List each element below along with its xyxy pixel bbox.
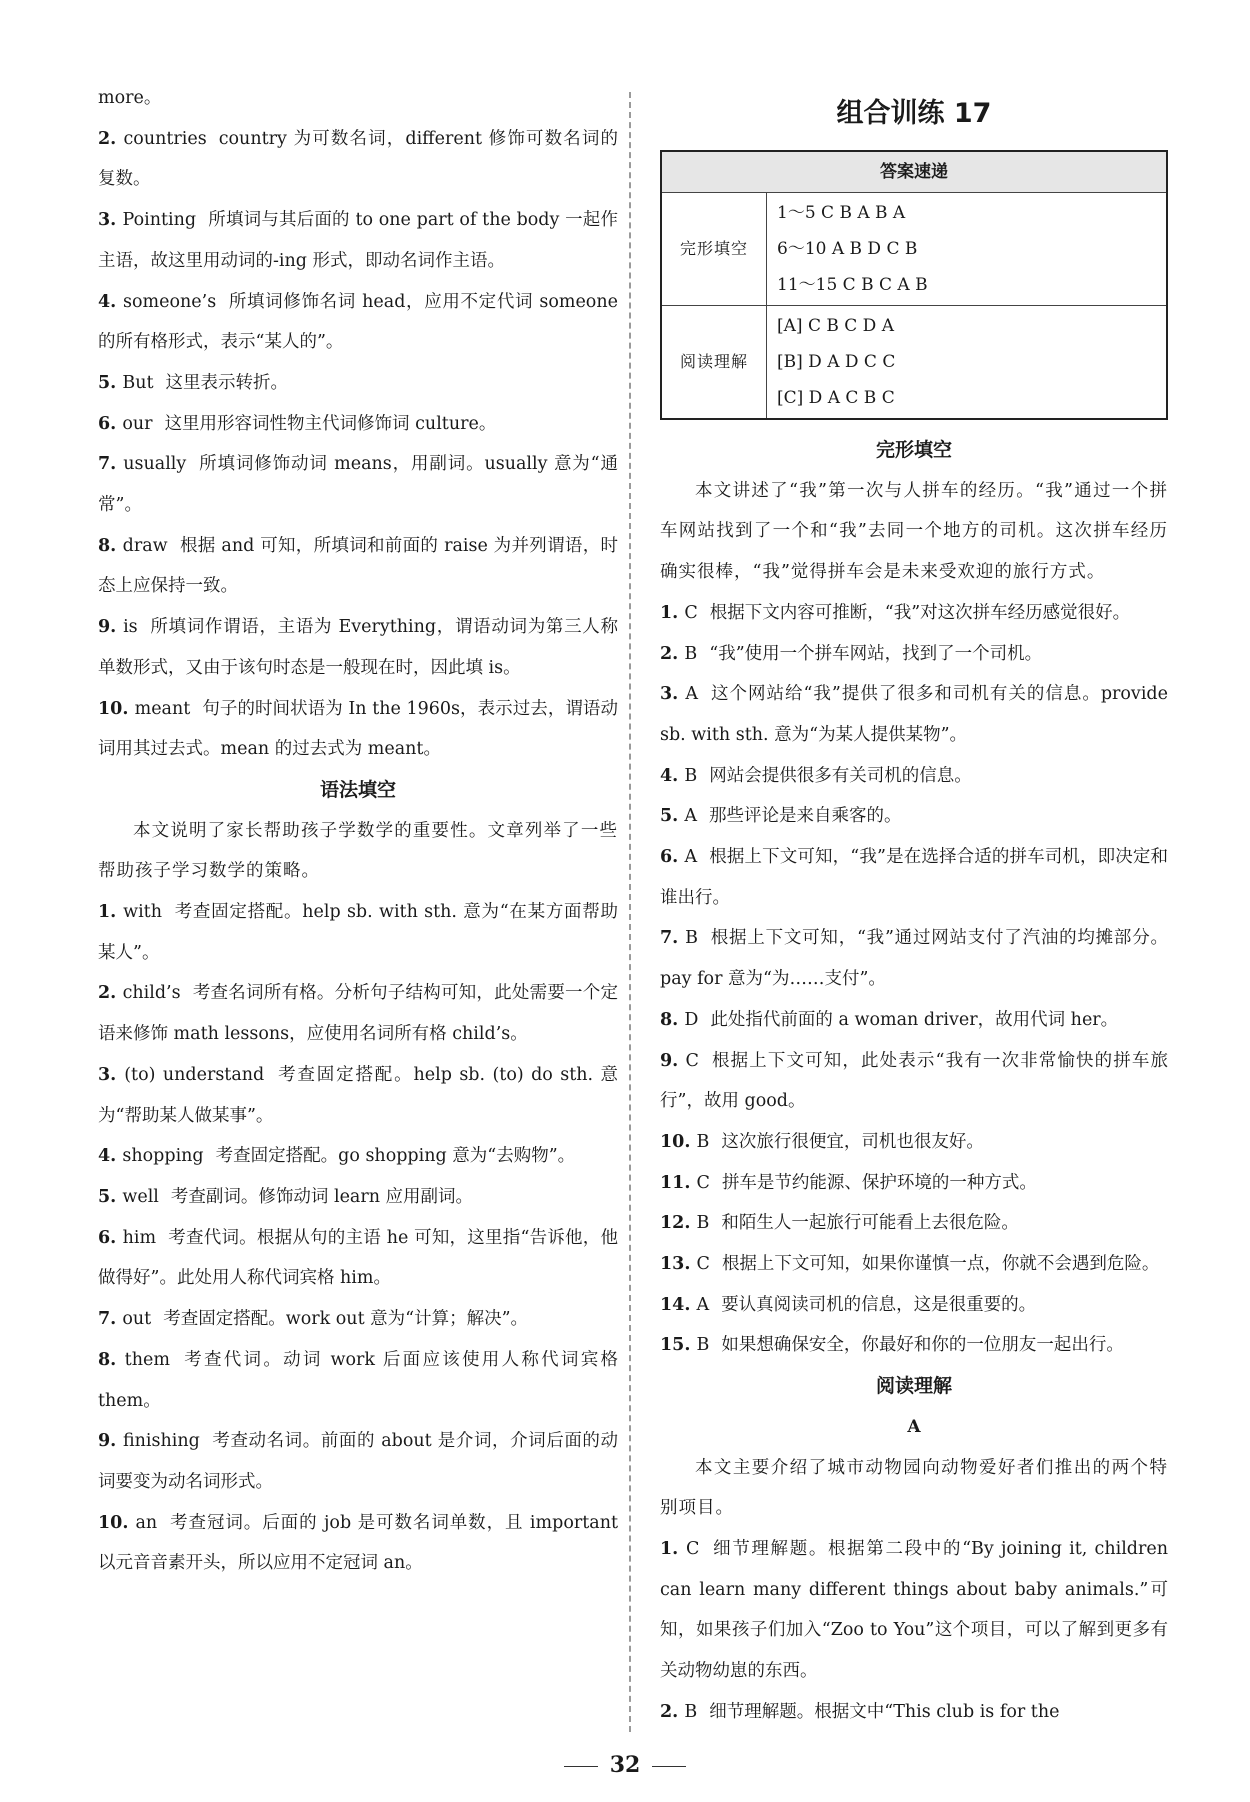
item-answer: A bbox=[684, 847, 698, 868]
item-number: 1. bbox=[660, 1538, 687, 1559]
item-answer: with bbox=[123, 902, 162, 923]
item-answer: B bbox=[684, 1701, 698, 1722]
reading-intro: 本文主要介绍了城市动物园向动物爱好者们推出的两个特别项目。 bbox=[660, 1457, 1168, 1519]
item-answer: our bbox=[122, 413, 153, 434]
reading-heading: 阅读理解 bbox=[875, 1375, 952, 1398]
item-answer: usually bbox=[123, 454, 187, 475]
quick-answers-values bbox=[767, 306, 1168, 420]
item-number: 6. bbox=[98, 413, 123, 434]
item-explanation: 要认真阅读司机的信息，这是很重要的。 bbox=[721, 1294, 1037, 1315]
item-answer: them bbox=[124, 1349, 170, 1370]
item-answer: B bbox=[696, 1335, 710, 1356]
cloze-heading: 完形填空 bbox=[875, 439, 952, 461]
item-number: 9. bbox=[98, 617, 124, 638]
answer-item bbox=[98, 404, 618, 445]
item-number: 4. bbox=[660, 765, 685, 786]
item-answer: B bbox=[696, 1213, 710, 1234]
item-number: 10. bbox=[660, 1131, 697, 1152]
item-answer: well bbox=[122, 1186, 159, 1207]
item-number: 8. bbox=[98, 535, 123, 556]
item-number: 4. bbox=[98, 291, 124, 312]
item-explanation: 根据下文内容可推断，“我”对这次拼车经历感觉很好。 bbox=[709, 602, 1131, 623]
item-explanation: 考查代词。动词 work 后面应该使用人称代词宾格 them。 bbox=[98, 1349, 618, 1411]
item-answer: B bbox=[684, 765, 698, 786]
answer-item bbox=[98, 1218, 618, 1299]
quick-answers-category: 阅读理解 bbox=[661, 306, 767, 420]
answer-item bbox=[98, 607, 618, 688]
answer-item bbox=[660, 1285, 1168, 1326]
item-explanation: 细节理解题。根据第二段中的“By joining it, children can learn many different things about baby animals.”可知，如果孩子们加入“Zoo to You”这个项目，可以了解到更多有关动物幼崽的东西。 bbox=[660, 1538, 1168, 1682]
answer-item bbox=[98, 200, 618, 281]
page-number bbox=[0, 1752, 1250, 1778]
item-answer: A bbox=[684, 806, 698, 827]
item-answer: shopping bbox=[122, 1146, 204, 1167]
answer-item bbox=[98, 1299, 618, 1340]
item-answer: C bbox=[696, 1172, 710, 1193]
item-explanation: 考查动名词。前面的 about 是介词，介词后面的动词要变为动名词形式。 bbox=[98, 1431, 618, 1492]
answer-item bbox=[98, 1055, 618, 1136]
item-answer: B bbox=[684, 643, 698, 664]
item-answer: is bbox=[123, 617, 138, 638]
item-explanation: 所填词修饰动词 means，用副词。usually 意为“通常”。 bbox=[98, 454, 618, 516]
item-answer: C bbox=[684, 602, 698, 623]
answer-item bbox=[660, 1244, 1168, 1285]
answer-item bbox=[660, 1163, 1168, 1204]
item-number: 11. bbox=[660, 1172, 697, 1193]
item-answer: out bbox=[122, 1309, 152, 1330]
item-number: 3. bbox=[98, 210, 123, 231]
item-answer: child’s bbox=[122, 983, 181, 1004]
item-answer: C bbox=[696, 1254, 710, 1275]
item-explanation: 细节理解题。根据文中“This club is for the bbox=[709, 1701, 1060, 1722]
item-number: 2. bbox=[660, 1701, 685, 1722]
answer-item bbox=[98, 1421, 618, 1502]
quick-answer-group: [B] D A D C C bbox=[777, 352, 896, 372]
item-number: 10. bbox=[98, 698, 135, 719]
answer-item bbox=[660, 796, 1168, 837]
item-number: 9. bbox=[98, 1431, 123, 1452]
item-explanation: 考查代词。根据从句的主语 he 可知，这里指“告诉他，他做得好”。此处用人称代词宾格 him。 bbox=[98, 1227, 618, 1289]
answer-item bbox=[98, 119, 618, 200]
item-explanation: 所填词与其后面的 to one part of the body 一起作主语，故这里用动词的-ing 形式，即动名词作主语。 bbox=[98, 210, 618, 271]
item-number: 6. bbox=[660, 847, 685, 868]
page-number-text: 32 bbox=[609, 1752, 641, 1778]
answer-item bbox=[660, 837, 1168, 918]
grammar-intro: 本文说明了家长帮助孩子学数学的重要性。文章列举了一些帮助孩子学习数学的策略。 bbox=[98, 820, 618, 882]
answer-item bbox=[660, 634, 1168, 675]
answer-item bbox=[660, 674, 1168, 755]
item-number: 3. bbox=[98, 1064, 125, 1085]
item-explanation: 拼车是节约能源、保护环境的一种方式。 bbox=[721, 1172, 1037, 1193]
item-answer: B bbox=[696, 1131, 710, 1152]
item-answer: D bbox=[684, 1009, 699, 1030]
section-title: 组合训练 17 bbox=[836, 98, 992, 129]
answer-item bbox=[660, 1122, 1168, 1163]
item-number: 7. bbox=[98, 454, 124, 475]
item-answer: an bbox=[135, 1512, 158, 1533]
answer-item bbox=[98, 973, 618, 1054]
item-answer: A bbox=[685, 684, 698, 705]
answer-item bbox=[660, 1529, 1168, 1692]
quick-answer-group: 6～10 A B D C B bbox=[777, 239, 918, 259]
quick-answer-group: [A] C B C D A bbox=[777, 316, 894, 336]
item-number: 7. bbox=[660, 928, 686, 949]
item-answer: countries bbox=[123, 128, 207, 149]
item-number: 10. bbox=[98, 1512, 136, 1533]
item-answer: someone’s bbox=[123, 291, 217, 312]
answer-item bbox=[660, 593, 1168, 634]
item-answer: C bbox=[685, 1050, 699, 1071]
item-explanation: 考查固定搭配。help sb. (to) do sth. 意为“帮助某人做某事”。 bbox=[98, 1064, 618, 1126]
quick-answers-row bbox=[661, 306, 1167, 420]
item-number: 2. bbox=[98, 983, 123, 1004]
item-explanation: 这里表示转折。 bbox=[165, 372, 289, 393]
item-answer: finishing bbox=[122, 1431, 200, 1452]
item-number: 1. bbox=[660, 602, 685, 623]
item-number: 13. bbox=[660, 1254, 697, 1275]
answer-item bbox=[660, 1203, 1168, 1244]
item-explanation: 这次旅行很便宜，司机也很友好。 bbox=[721, 1131, 984, 1152]
item-explanation: 这里用形容词性物主代词修饰词 culture。 bbox=[164, 413, 497, 434]
item-explanation: 考查固定搭配。go shopping 意为“去购物”。 bbox=[215, 1146, 576, 1167]
item-explanation: 和陌生人一起旅行可能看上去很危险。 bbox=[721, 1213, 1019, 1234]
answer-item bbox=[660, 1000, 1168, 1041]
item-number: 1. bbox=[98, 902, 124, 923]
answer-item bbox=[98, 282, 618, 363]
item-number: 5. bbox=[660, 806, 685, 827]
item-explanation: 考查名词所有格。分析句子结构可知，此处需要一个定语来修饰 math lessons，应使用名词所有格 child’s。 bbox=[98, 983, 618, 1045]
item-explanation: 根据 and 可知，所填词和前面的 raise 为并列谓语，时态上应保持一致。 bbox=[98, 535, 618, 597]
answer-item bbox=[660, 1041, 1168, 1122]
answer-item bbox=[98, 689, 618, 770]
item-explanation: 所填词修饰名词 head，应用不定代词 someone 的所有格形式，表示“某人的”。 bbox=[98, 291, 618, 353]
item-explanation: 考查固定搭配。help sb. with sth. 意为“在某方面帮助某人”。 bbox=[98, 902, 618, 963]
item-number: 5. bbox=[98, 372, 123, 393]
answer-item bbox=[98, 363, 618, 404]
item-explanation: 根据上下文可知，“我”通过网站支付了汽油的均摊部分。pay for 意为“为……支付”。 bbox=[660, 928, 1168, 990]
item-explanation: 根据上下文可知，如果你谨慎一点，你就不会遇到危险。 bbox=[721, 1254, 1160, 1275]
item-number: 4. bbox=[98, 1146, 123, 1167]
item-number: 12. bbox=[660, 1213, 697, 1234]
item-answer: A bbox=[696, 1294, 710, 1315]
item-explanation: 考查副词。修饰动词 learn 应用副词。 bbox=[170, 1186, 474, 1207]
item-explanation: 此处指代前面的 a woman driver，故用代词 her。 bbox=[710, 1009, 1119, 1030]
item-number: 6. bbox=[98, 1227, 123, 1248]
grammar-heading: 语法填空 bbox=[319, 778, 396, 801]
item-answer: C bbox=[686, 1538, 700, 1559]
item-answer: him bbox=[122, 1227, 157, 1248]
item-answer: (to) understand bbox=[124, 1064, 265, 1085]
answer-item bbox=[98, 1177, 618, 1218]
item-number: 14. bbox=[660, 1294, 697, 1315]
item-explanation: “我”使用一个拼车网站，找到了一个司机。 bbox=[709, 643, 1043, 664]
answer-item bbox=[98, 1340, 618, 1421]
item-explanation: 那些评论是来自乘客的。 bbox=[709, 806, 902, 827]
item-answer: B bbox=[685, 928, 699, 949]
quick-answer-group: [C] D A C B C bbox=[777, 388, 895, 408]
item-number: 2. bbox=[98, 128, 124, 149]
quick-answer-group: 1～5 C B A B A bbox=[777, 203, 906, 223]
item-answer: draw bbox=[122, 535, 168, 556]
item-number: 7. bbox=[98, 1309, 123, 1330]
item-explanation: 这个网站给“我”提供了很多和司机有关的信息。provide sb. with sth. 意为“为某人提供某物”。 bbox=[660, 684, 1168, 745]
answer-item bbox=[660, 1692, 1168, 1733]
quick-answer-group: 11～15 C B C A B bbox=[777, 275, 928, 295]
answer-item bbox=[98, 1503, 618, 1584]
answer-item bbox=[98, 78, 618, 119]
quick-answers-table bbox=[660, 150, 1168, 420]
item-answer: meant bbox=[134, 698, 191, 719]
left-column bbox=[98, 78, 618, 1584]
item-answer: Pointing bbox=[122, 210, 197, 231]
item-explanation: country 为可数名词，different 修饰可数名词的复数。 bbox=[98, 128, 618, 190]
item-number: 8. bbox=[660, 1009, 685, 1030]
item-number: 8. bbox=[98, 1349, 125, 1370]
item-number: 9. bbox=[660, 1050, 686, 1071]
quick-answers-category: 完形填空 bbox=[661, 193, 767, 306]
quick-answers-row bbox=[661, 193, 1167, 306]
cloze-intro: 本文讲述了“我”第一次与人拼车的经历。“我”通过一个拼车网站找到了一个和“我”去同一个地方的司机。这次拼车经历确实很棒，“我”觉得拼车会是未来受欢迎的旅行方式。 bbox=[660, 480, 1168, 583]
item-explanation: 如果想确保安全，你最好和你的一位朋友一起出行。 bbox=[721, 1335, 1124, 1356]
answer-item bbox=[98, 444, 618, 525]
column-divider bbox=[629, 92, 631, 1732]
item-explanation: more。 bbox=[98, 88, 162, 108]
item-explanation: 根据上下文可知，此处表示“我有一次非常愉快的拼车旅行”，故用 good。 bbox=[660, 1050, 1168, 1112]
item-explanation: 网站会提供很多有关司机的信息。 bbox=[709, 765, 972, 786]
answer-item bbox=[660, 918, 1168, 999]
quick-answers-header: 答案速递 bbox=[661, 151, 1167, 193]
left-answer-list bbox=[98, 78, 618, 770]
item-answer: But bbox=[122, 372, 154, 393]
item-explanation: 考查冠词。后面的 job 是可数名词单数，且 important 以元音音素开头，所以应用不定冠词 an。 bbox=[98, 1512, 618, 1574]
item-explanation: 考查固定搭配。work out 意为“计算；解决”。 bbox=[163, 1309, 529, 1330]
item-number: 5. bbox=[98, 1186, 123, 1207]
item-number: 3. bbox=[660, 684, 686, 705]
answer-item bbox=[98, 892, 618, 973]
item-number: 2. bbox=[660, 643, 685, 664]
reading-subheading: A bbox=[907, 1416, 921, 1437]
item-explanation: 句子的时间状语为 In the 1960s，表示过去，谓语动词用其过去式。mean 的过去式为 meant。 bbox=[98, 698, 618, 760]
item-explanation: 所填词作谓语，主语为 Everything，谓语动词为第三人称单数形式，又由于该句时态是一般现在时，因此填 is。 bbox=[98, 617, 618, 678]
quick-answers-values bbox=[767, 193, 1168, 306]
item-number: 15. bbox=[660, 1335, 697, 1356]
reading-answer-list bbox=[660, 1529, 1168, 1733]
answer-item bbox=[98, 1136, 618, 1177]
answer-item bbox=[660, 756, 1168, 797]
answer-item bbox=[98, 526, 618, 607]
right-column bbox=[660, 78, 1168, 1733]
item-explanation: 根据上下文可知，“我”是在选择合适的拼车司机，即决定和谁出行。 bbox=[660, 847, 1168, 908]
cloze-answer-list bbox=[660, 593, 1168, 1366]
grammar-answer-list bbox=[98, 892, 618, 1584]
answer-item bbox=[660, 1325, 1168, 1366]
